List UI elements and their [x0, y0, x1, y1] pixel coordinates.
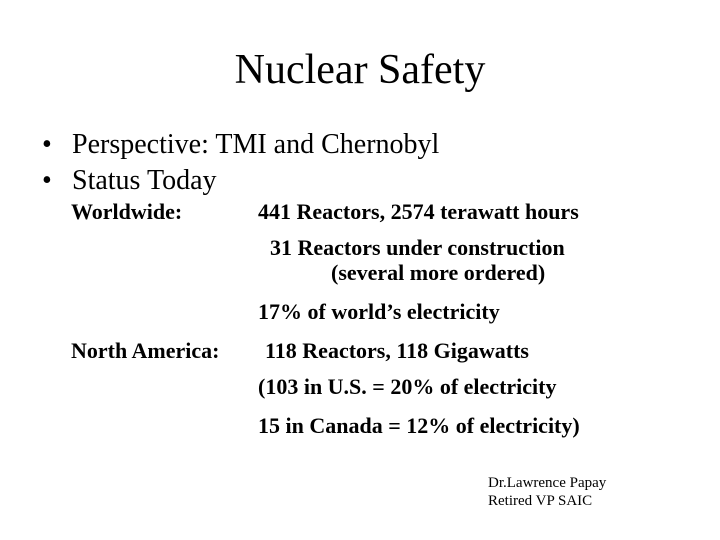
- slide-title: Nuclear Safety: [234, 47, 486, 93]
- north-america-reactors: 118 Reactors, 118 Gigawatts: [265, 338, 529, 363]
- canada-share: 15 in Canada = 12% of electricity): [258, 413, 580, 438]
- bullet-marker: •: [42, 129, 52, 160]
- worldwide-under-construction: 31 Reactors under construction: [270, 235, 565, 260]
- author-role: Retired VP SAIC: [488, 493, 593, 509]
- worldwide-reactors: 441 Reactors, 2574 terawatt hours: [258, 199, 579, 224]
- bullet-perspective: [42, 128, 439, 162]
- us-share: (103 in U.S. = 20% of electricity: [258, 374, 557, 399]
- bullet-marker: •: [42, 165, 52, 196]
- author-name: Dr.Lawrence Papay: [488, 475, 607, 491]
- bullet-text: Perspective: TMI and Chernobyl: [72, 129, 440, 160]
- bullet-status-today: [42, 164, 217, 198]
- north-america-label: North America:: [71, 338, 220, 363]
- worldwide-label: Worldwide:: [71, 199, 183, 224]
- bullet-text: Status Today: [72, 165, 217, 196]
- worldwide-ordered: (several more ordered): [331, 260, 546, 285]
- worldwide-electricity-share: 17% of world’s electricity: [258, 299, 500, 324]
